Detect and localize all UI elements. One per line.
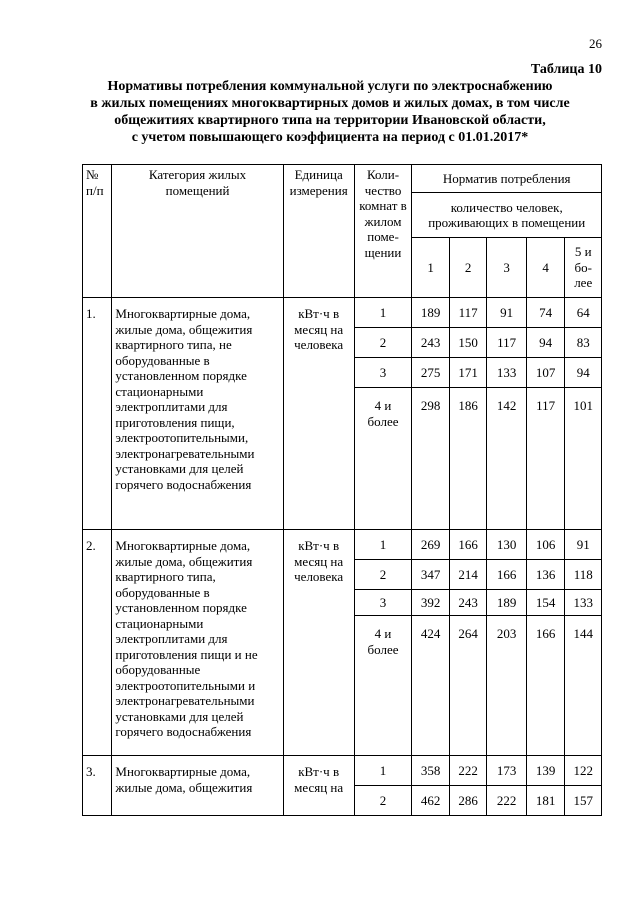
- norm-value-cell: 130: [487, 530, 527, 560]
- header-unit: Единица измерения: [283, 165, 354, 298]
- norm-value-cell: 157: [565, 786, 602, 816]
- header-norm: Норматив потребления: [412, 165, 602, 193]
- norm-value-cell: 106: [526, 530, 565, 560]
- header-num: № п/п: [83, 165, 112, 298]
- row-number: 2.: [83, 530, 112, 756]
- norm-value-cell: 214: [449, 560, 487, 590]
- title-line: общежитиях квартирного типа на территории Ивановской области,: [114, 113, 546, 128]
- page-number: 26: [589, 36, 602, 51]
- norm-value-cell: 222: [487, 786, 527, 816]
- norm-value-cell: 186: [449, 388, 487, 530]
- unit-cell: кВт·ч в месяц на человека: [283, 298, 354, 530]
- header-people-col: 5 и бо-лее: [565, 238, 602, 298]
- title-line: Нормативы потребления коммунальной услуги по электроснабжению: [107, 79, 553, 94]
- norm-value-cell: 142: [487, 388, 527, 530]
- header-people-col: 4: [526, 238, 565, 298]
- rooms-cell: 4 и более: [354, 388, 412, 530]
- rooms-cell: 4 и более: [354, 616, 412, 756]
- norm-value-cell: 203: [487, 616, 527, 756]
- unit-cell: кВт·ч в месяц на: [283, 756, 354, 816]
- table-title: [60, 78, 600, 146]
- header-people: количество человек, проживающих в помещении: [412, 193, 602, 238]
- norm-value-cell: 101: [565, 388, 602, 530]
- norm-value-cell: 189: [487, 590, 527, 616]
- norm-value-cell: 243: [412, 328, 450, 358]
- norm-value-cell: 139: [526, 756, 565, 786]
- row-number: 3.: [83, 756, 112, 816]
- norm-value-cell: 171: [449, 358, 487, 388]
- norm-value-cell: 91: [565, 530, 602, 560]
- rooms-cell: 1: [354, 298, 412, 328]
- norm-value-cell: 94: [565, 358, 602, 388]
- rooms-cell: 1: [354, 530, 412, 560]
- rooms-cell: 3: [354, 358, 412, 388]
- norm-value-cell: 94: [526, 328, 565, 358]
- norm-value-cell: 133: [565, 590, 602, 616]
- norm-value-cell: 424: [412, 616, 450, 756]
- norm-value-cell: 462: [412, 786, 450, 816]
- title-line: в жилых помещениях многоквартирных домов и жилых домах, в том числе: [90, 96, 570, 111]
- consumption-norms-table: [82, 164, 602, 816]
- rooms-cell: 2: [354, 328, 412, 358]
- header-people-col: 3: [487, 238, 527, 298]
- norm-value-cell: 392: [412, 590, 450, 616]
- norm-value-cell: 83: [565, 328, 602, 358]
- norm-value-cell: 74: [526, 298, 565, 328]
- rooms-cell: 2: [354, 560, 412, 590]
- header-rooms: Коли-чество комнат в жилом поме-щении: [354, 165, 412, 298]
- norm-value-cell: 275: [412, 358, 450, 388]
- norm-value-cell: 181: [526, 786, 565, 816]
- norm-value-cell: 117: [487, 328, 527, 358]
- category-cell: Многоквартирные дома, жилые дома, общежития квартирного типа, оборудованные в установленном порядке стационарными электроплитами для приготовления пищи и не оборудованные электроотопительными и электронагревательными установками для целей горячего водоснабжения: [112, 530, 283, 756]
- norm-value-cell: 269: [412, 530, 450, 560]
- norm-value-cell: 358: [412, 756, 450, 786]
- category-cell: Многоквартирные дома, жилые дома, общежития: [112, 756, 283, 816]
- norm-value-cell: 107: [526, 358, 565, 388]
- rooms-cell: 3: [354, 590, 412, 616]
- norm-value-cell: 166: [526, 616, 565, 756]
- norm-value-cell: 122: [565, 756, 602, 786]
- header-people-col: 1: [412, 238, 450, 298]
- table-label: Таблица 10: [530, 62, 602, 77]
- unit-cell: кВт·ч в месяц на человека: [283, 530, 354, 756]
- norm-value-cell: 64: [565, 298, 602, 328]
- norm-value-cell: 166: [487, 560, 527, 590]
- norm-value-cell: 133: [487, 358, 527, 388]
- header-people-col: 2: [449, 238, 487, 298]
- rooms-cell: 1: [354, 756, 412, 786]
- norm-value-cell: 166: [449, 530, 487, 560]
- norm-value-cell: 286: [449, 786, 487, 816]
- table-row: [83, 756, 602, 786]
- table-row: [83, 530, 602, 560]
- norm-value-cell: 298: [412, 388, 450, 530]
- row-number: 1.: [83, 298, 112, 530]
- norm-value-cell: 189: [412, 298, 450, 328]
- norm-value-cell: 347: [412, 560, 450, 590]
- norm-value-cell: 117: [449, 298, 487, 328]
- header-category: Категория жилых помещений: [112, 165, 283, 298]
- norm-value-cell: 118: [565, 560, 602, 590]
- norm-value-cell: 243: [449, 590, 487, 616]
- norm-value-cell: 264: [449, 616, 487, 756]
- table-row: [83, 298, 602, 328]
- norm-value-cell: 150: [449, 328, 487, 358]
- norm-value-cell: 154: [526, 590, 565, 616]
- title-line: с учетом повышающего коэффициента на период с 01.01.2017*: [131, 130, 529, 145]
- category-cell: Многоквартирные дома, жилые дома, общежития квартирного типа, не оборудованные в установленном порядке стационарными электроплитами для приготовления пищи, электроотопительными, электронагревательными установками для целей горячего водоснабжения: [112, 298, 283, 530]
- norm-value-cell: 222: [449, 756, 487, 786]
- norm-value-cell: 117: [526, 388, 565, 530]
- rooms-cell: 2: [354, 786, 412, 816]
- norm-value-cell: 173: [487, 756, 527, 786]
- norm-value-cell: 136: [526, 560, 565, 590]
- norm-value-cell: 144: [565, 616, 602, 756]
- norm-value-cell: 91: [487, 298, 527, 328]
